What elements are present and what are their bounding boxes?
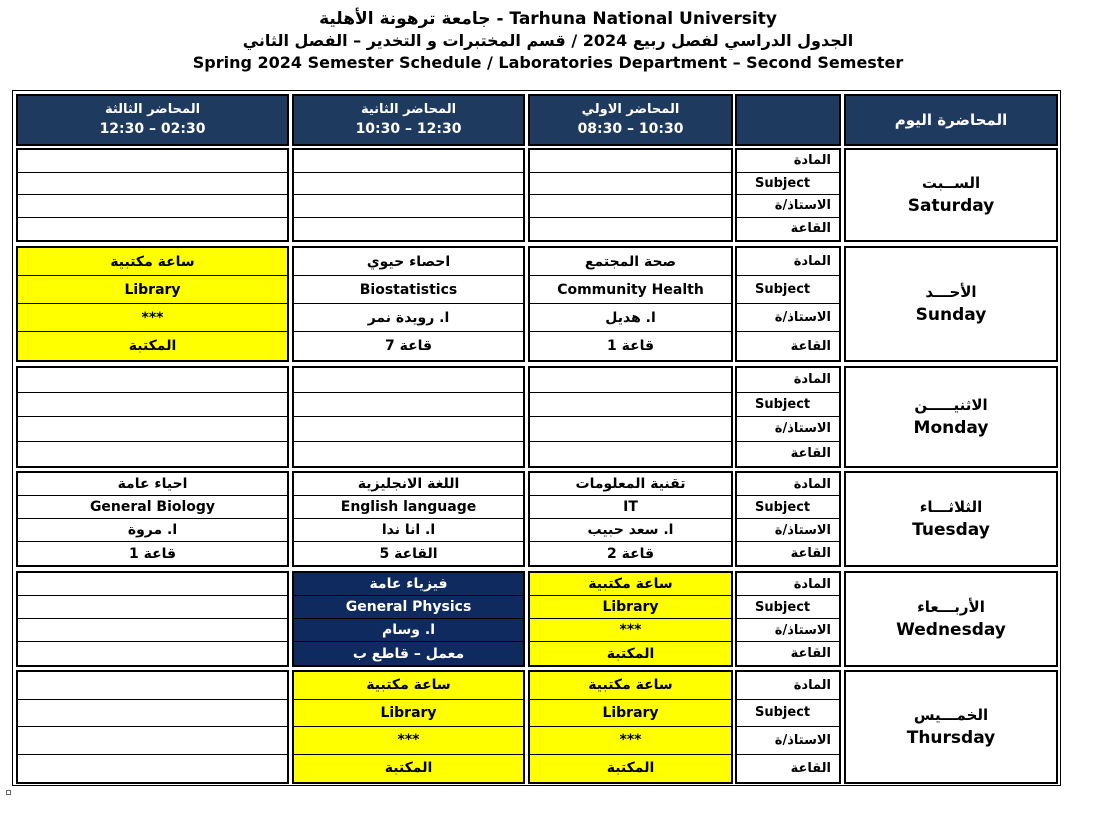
schedule-cell: [530, 195, 731, 218]
schedule-cell: ***: [18, 304, 287, 332]
schedule-cell: [294, 150, 523, 173]
schedule-cell: Library: [530, 700, 731, 728]
slot-block-wednesday-1: [528, 571, 733, 667]
document-titles: [0, 8, 1096, 74]
slot-name: المحاضر الثالثة: [104, 102, 201, 117]
slot-time: 10:30 – 12:30: [355, 121, 462, 137]
schedule-cell: [18, 727, 287, 755]
schedule-cell: English language: [294, 496, 523, 519]
schedule-cell: احصاء حيوي: [294, 248, 523, 276]
row-label: Subject: [737, 393, 839, 418]
row-label: المادة: [737, 573, 839, 596]
schedule-cell: [294, 368, 523, 393]
schedule-cell: ***: [530, 727, 731, 755]
day-name-arabic: الخمـــيس: [913, 706, 989, 724]
slot-block-monday-1: [528, 366, 733, 468]
schedule-cell: [294, 195, 523, 218]
slot-time: 08:30 – 10:30: [577, 121, 684, 137]
schedule-cell: المكتبة: [606, 645, 655, 662]
schedule-cell: Community Health: [530, 276, 731, 304]
row-labels-wednesday: [735, 571, 841, 667]
row-label: القاعة: [790, 546, 831, 561]
row-label: Subject: [737, 700, 839, 728]
day-name-arabic: الســبت: [921, 174, 981, 192]
schedule-cell: ا. مروة: [18, 519, 287, 542]
schedule-cell: IT: [530, 496, 731, 519]
schedule-cell: المكتبة: [128, 338, 177, 354]
schedule-cell: [294, 393, 523, 418]
schedule-cell: ***: [530, 619, 731, 642]
slot-time: 12:30 – 02:30: [99, 121, 206, 137]
schedule-cell: المكتبة: [606, 760, 655, 777]
slot-block-thursday-1: [528, 670, 733, 784]
row-labels-sunday: [735, 246, 841, 362]
schedule-cell: [18, 700, 287, 728]
schedule-cell: ساعة مكتبية: [294, 672, 523, 700]
schedule-cell: القاعة 5: [379, 545, 438, 562]
schedule-cell: قاعة 1: [606, 338, 655, 354]
slot-block-tuesday-2: [292, 471, 525, 567]
day-name-english: Sunday: [915, 305, 987, 325]
row-label: المادة: [737, 150, 839, 173]
day-name-arabic: الأربـــعاء: [917, 598, 985, 616]
schedule-cell: [18, 150, 287, 173]
schedule-cell: ساعة مكتبية: [18, 248, 287, 276]
schedule-cell: General Physics: [294, 596, 523, 619]
slot-block-thursday-2: [292, 670, 525, 784]
schedule-cell: [530, 150, 731, 173]
schedule-cell: Library: [18, 276, 287, 304]
day-monday: [844, 366, 1058, 468]
schedule-cell: [18, 393, 287, 418]
slot-name: المحاضر الثانية: [360, 102, 457, 117]
schedule-cell: Biostatistics: [294, 276, 523, 304]
schedule-cell: [294, 218, 523, 241]
day-name-english: Saturday: [907, 196, 995, 216]
schedule-cell: قاعة 1: [128, 545, 177, 562]
day-tuesday: [844, 471, 1058, 567]
row-label: الاستاذ/ة: [737, 304, 839, 332]
header-slot-1: [528, 94, 733, 146]
row-label: القاعة: [790, 221, 831, 237]
schedule-cell: [530, 368, 731, 393]
schedule-cell: ساعة مكتبية: [530, 573, 731, 596]
schedule-cell: [18, 195, 287, 218]
row-labels-monday: [735, 366, 841, 468]
schedule-cell: [294, 173, 523, 196]
schedule-cell: قاعة 7: [384, 338, 433, 354]
row-label: القاعة: [790, 338, 831, 354]
schedule-cell: ا. رويدة نمر: [294, 304, 523, 332]
schedule-cell: [294, 417, 523, 442]
day-saturday: [844, 148, 1058, 242]
day-thursday: [844, 670, 1058, 784]
schedule-cell: فيزياء عامة: [294, 573, 523, 596]
schedule-title-english: Spring 2024 Semester Schedule / Laboratories Department – Second Semester: [192, 53, 904, 72]
schedule-cell: تقنية المعلومات: [530, 473, 731, 496]
schedule-cell: ا. هديل: [530, 304, 731, 332]
schedule-cell: General Biology: [18, 496, 287, 519]
row-label: المادة: [737, 248, 839, 276]
day-name-arabic: الاثنيـــــن: [914, 396, 988, 414]
slot-name: المحاضر الاولي: [581, 102, 680, 117]
row-label: الاستاذ/ة: [737, 195, 839, 218]
schedule-cell: [530, 393, 731, 418]
row-labels-saturday: [735, 148, 841, 242]
slot-block-wednesday-2: [292, 571, 525, 667]
schedule-cell: ا. سعد حبيب: [530, 519, 731, 542]
row-label: المادة: [737, 473, 839, 496]
row-label: المادة: [737, 672, 839, 700]
day-name-arabic: الثلاثـــاء: [919, 498, 983, 516]
header-day-label: المحاضرة اليوم: [844, 94, 1058, 146]
day-wednesday: [844, 571, 1058, 667]
row-label: القاعة: [790, 760, 831, 776]
day-name-english: Wednesday: [896, 620, 1006, 640]
schedule-cell: ***: [294, 727, 523, 755]
header-slot-3: [16, 94, 289, 146]
row-label: Subject: [737, 496, 839, 519]
slot-block-sunday-2: [292, 246, 525, 362]
slot-block-tuesday-3: [16, 471, 289, 567]
schedule-cell: [530, 442, 731, 467]
schedule-cell: [18, 218, 287, 241]
schedule-cell: [18, 573, 287, 596]
header-slot-2: [292, 94, 525, 146]
schedule-cell: [530, 218, 731, 241]
row-label: Subject: [737, 596, 839, 619]
header-label-column: [735, 94, 841, 146]
row-labels-tuesday: [735, 471, 841, 567]
slot-block-saturday-1: [528, 148, 733, 242]
schedule-cell: قاعة 2: [606, 545, 655, 562]
row-label: الاستاذ/ة: [737, 519, 839, 542]
row-label: الاستاذ/ة: [737, 619, 839, 642]
schedule-cell: [18, 596, 287, 619]
day-name-english: Tuesday: [912, 520, 990, 540]
row-label: المادة: [737, 368, 839, 393]
schedule-cell: Library: [530, 596, 731, 619]
schedule-cell: [18, 417, 287, 442]
row-label: Subject: [737, 173, 839, 196]
slot-block-thursday-3: [16, 670, 289, 784]
slot-block-sunday-3: [16, 246, 289, 362]
row-label: الاستاذ/ة: [737, 417, 839, 442]
schedule-cell: احياء عامة: [18, 473, 287, 496]
schedule-cell: ا. انا ندا: [294, 519, 523, 542]
slot-block-tuesday-1: [528, 471, 733, 567]
row-label: القاعة: [790, 646, 831, 661]
schedule-cell: [18, 173, 287, 196]
schedule-cell: معمل – قاطع ب: [352, 645, 465, 662]
schedule-cell: صحة المجتمع: [530, 248, 731, 276]
schedule-cell: [18, 442, 287, 467]
day-name-english: Thursday: [906, 728, 996, 748]
schedule-cell: المكتبة: [384, 760, 433, 777]
schedule-cell: [530, 417, 731, 442]
day-sunday: [844, 246, 1058, 362]
schedule-cell: ساعة مكتبية: [530, 672, 731, 700]
slot-block-sunday-1: [528, 246, 733, 362]
schedule-title-arabic: الجدول الدراسي لفصل ربيع 2024 / قسم المختبرات و التخدير – الفصل الثاني: [242, 31, 854, 50]
row-label: القاعة: [790, 446, 831, 462]
day-name-arabic: الأحـــد: [925, 283, 977, 301]
schedule-cell: [530, 173, 731, 196]
schedule-cell: [18, 755, 287, 783]
page-marker: [6, 790, 11, 795]
schedule-cell: Library: [294, 700, 523, 728]
slot-block-wednesday-3: [16, 571, 289, 667]
row-label: Subject: [737, 276, 839, 304]
day-name-english: Monday: [913, 418, 989, 438]
slot-block-monday-3: [16, 366, 289, 468]
slot-block-monday-2: [292, 366, 525, 468]
slot-block-saturday-2: [292, 148, 525, 242]
university-title: جامعة ترهونة الأهلية - Tarhuna National University: [319, 9, 777, 29]
schedule-cell: اللغة الانجليزية: [294, 473, 523, 496]
schedule-cell: [18, 368, 287, 393]
schedule-cell: ا. وسام: [294, 619, 523, 642]
slot-block-saturday-3: [16, 148, 289, 242]
schedule-cell: [294, 442, 523, 467]
schedule-cell: [18, 642, 287, 665]
schedule-cell: [18, 619, 287, 642]
row-labels-thursday: [735, 670, 841, 784]
row-label: الاستاذ/ة: [737, 727, 839, 755]
schedule-cell: [18, 672, 287, 700]
